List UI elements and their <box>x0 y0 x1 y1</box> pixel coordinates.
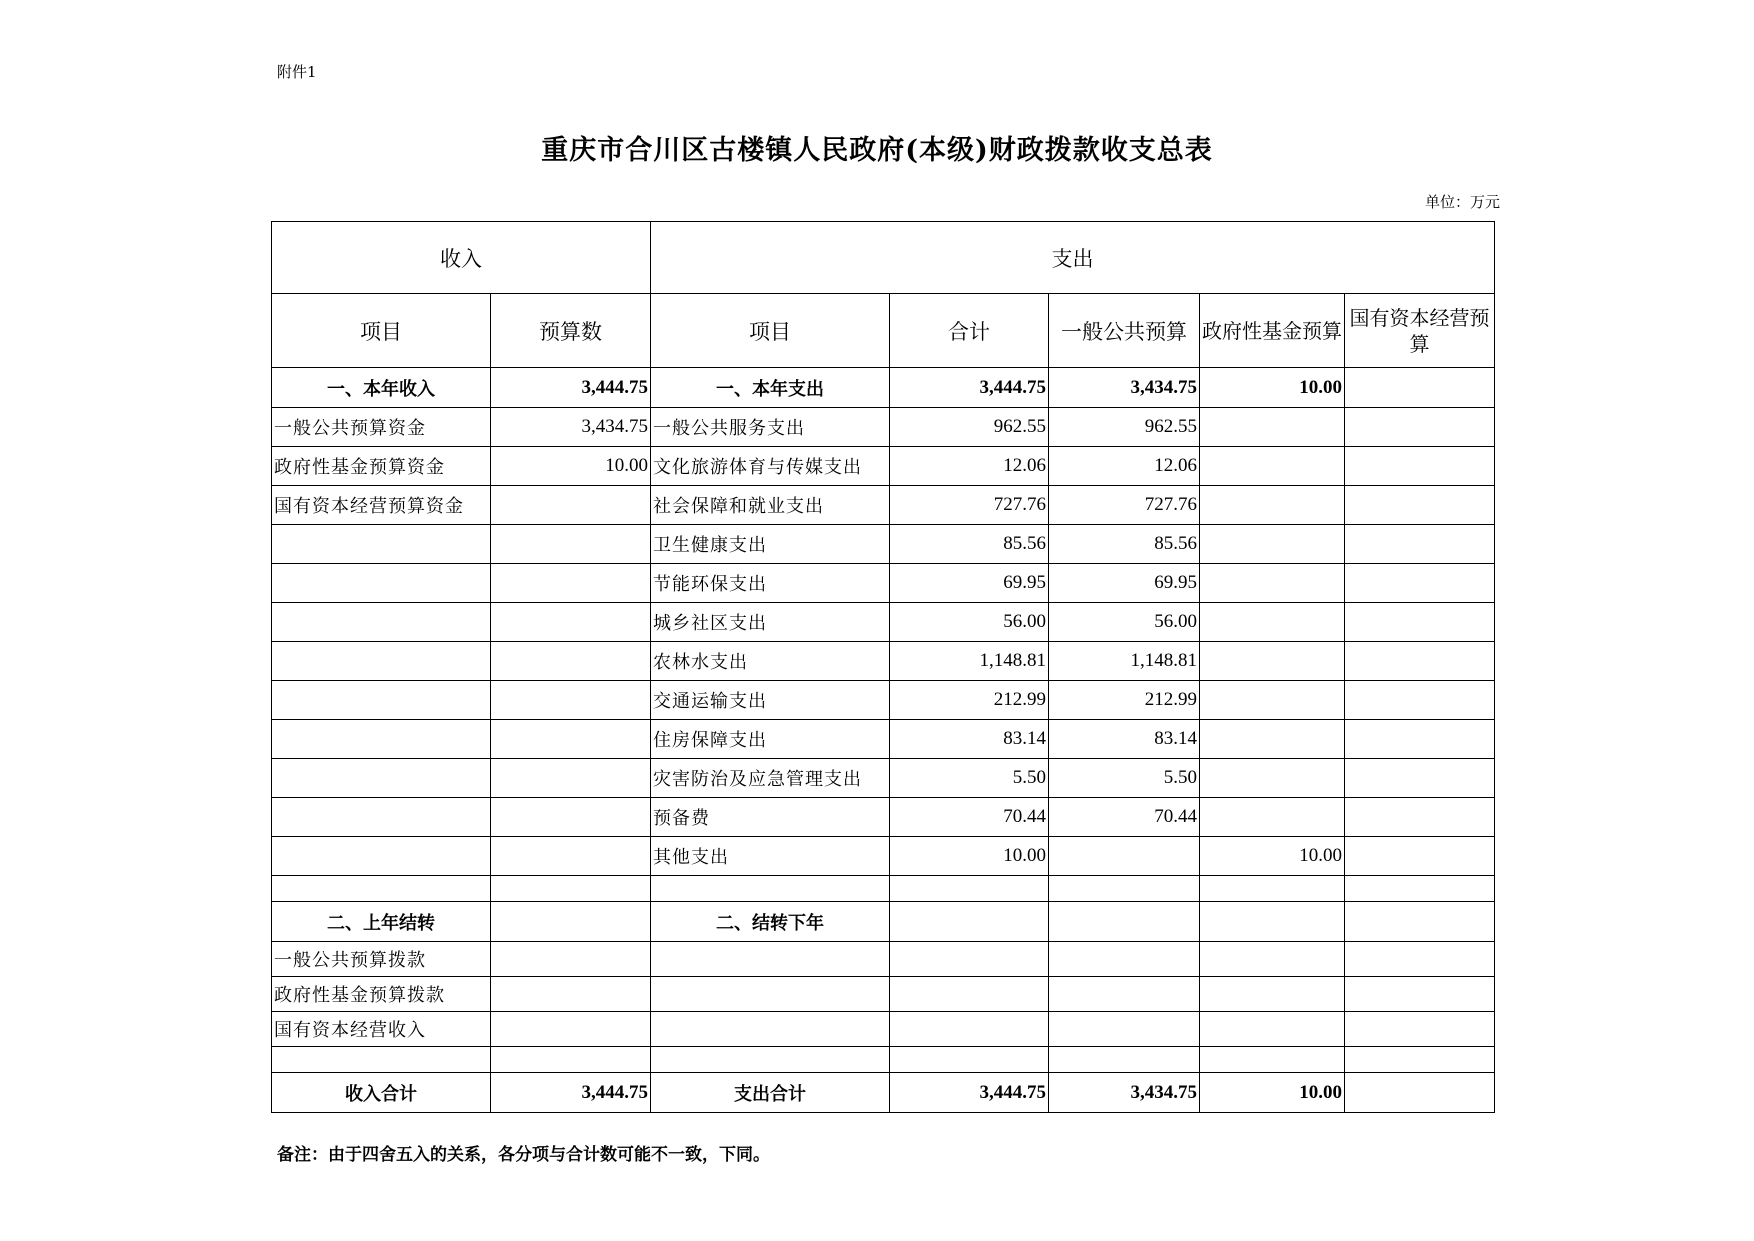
income-value-cell <box>491 603 651 642</box>
table-row <box>272 977 1495 1012</box>
income-item-cell <box>272 720 491 759</box>
income-item-cell <box>272 837 491 876</box>
col-budget-header: 预算数 <box>491 294 651 368</box>
income-value-cell <box>491 564 651 603</box>
income-item-cell <box>272 759 491 798</box>
expense-item-cell: 二、结转下年 <box>651 902 890 942</box>
income-item-cell: 政府性基金预算拨款 <box>272 977 491 1012</box>
table-row <box>272 720 1495 759</box>
table-row <box>272 681 1495 720</box>
general-budget-cell: 727.76 <box>1049 486 1200 525</box>
income-item-cell: 一、本年收入 <box>272 368 491 408</box>
gov-fund-cell <box>1200 486 1345 525</box>
income-value-cell <box>491 525 651 564</box>
gov-fund-cell <box>1200 759 1345 798</box>
state-capital-cell <box>1345 681 1495 720</box>
income-value-cell <box>491 1012 651 1047</box>
general-budget-cell <box>1049 1012 1200 1047</box>
page-title: 重庆市合川区古楼镇人民政府(本级)财政拨款收支总表 <box>541 135 1213 166</box>
state-capital-cell <box>1345 564 1495 603</box>
col-exp-item-header: 项目 <box>651 294 890 368</box>
income-value-cell: 3,434.75 <box>491 408 651 447</box>
table-row <box>272 837 1495 876</box>
expense-item-cell: 其他支出 <box>651 837 890 876</box>
expense-item-cell: 住房保障支出 <box>651 720 890 759</box>
col-total-header: 合计 <box>890 294 1049 368</box>
gov-fund-cell <box>1200 720 1345 759</box>
gov-fund-cell <box>1200 1047 1345 1073</box>
gov-fund-cell: 10.00 <box>1200 368 1345 408</box>
col-gov-fund-header: 政府性基金预算 <box>1200 294 1345 368</box>
expense-item-cell: 农林水支出 <box>651 642 890 681</box>
state-capital-cell <box>1345 977 1495 1012</box>
expense-total-cell: 3,444.75 <box>890 1073 1049 1113</box>
header-row-group <box>272 222 1495 294</box>
income-value-cell <box>491 486 651 525</box>
expense-total-cell: 962.55 <box>890 408 1049 447</box>
state-capital-cell <box>1345 1047 1495 1073</box>
expense-item-cell <box>651 876 890 902</box>
table-row <box>272 368 1495 408</box>
state-capital-cell <box>1345 720 1495 759</box>
income-value-cell <box>491 1047 651 1073</box>
income-item-cell <box>272 564 491 603</box>
gov-fund-cell <box>1200 681 1345 720</box>
table-row <box>272 1073 1495 1113</box>
table-row <box>272 1047 1495 1073</box>
income-value-cell <box>491 681 651 720</box>
income-header: 收入 <box>272 222 651 294</box>
expense-total-cell: 69.95 <box>890 564 1049 603</box>
table-row <box>272 525 1495 564</box>
expense-item-cell: 支出合计 <box>651 1073 890 1113</box>
expense-total-cell: 5.50 <box>890 759 1049 798</box>
expense-total-cell: 12.06 <box>890 447 1049 486</box>
gov-fund-cell <box>1200 902 1345 942</box>
expense-total-cell: 10.00 <box>890 837 1049 876</box>
general-budget-cell <box>1049 902 1200 942</box>
expense-total-cell: 56.00 <box>890 603 1049 642</box>
state-capital-cell <box>1345 1012 1495 1047</box>
general-budget-cell <box>1049 942 1200 977</box>
income-value-cell <box>491 720 651 759</box>
table-row <box>272 564 1495 603</box>
expense-item-cell: 一、本年支出 <box>651 368 890 408</box>
income-item-cell: 二、上年结转 <box>272 902 491 942</box>
general-budget-cell <box>1049 837 1200 876</box>
general-budget-cell: 5.50 <box>1049 759 1200 798</box>
general-budget-cell: 962.55 <box>1049 408 1200 447</box>
expense-total-cell: 727.76 <box>890 486 1049 525</box>
table-row <box>272 447 1495 486</box>
state-capital-cell <box>1345 603 1495 642</box>
general-budget-cell: 85.56 <box>1049 525 1200 564</box>
gov-fund-cell <box>1200 564 1345 603</box>
gov-fund-cell: 10.00 <box>1200 1073 1345 1113</box>
expense-total-cell <box>890 977 1049 1012</box>
expense-item-cell: 节能环保支出 <box>651 564 890 603</box>
attachment-label: 附件1 <box>277 63 317 81</box>
income-item-cell: 政府性基金预算资金 <box>272 447 491 486</box>
table-row <box>272 876 1495 902</box>
state-capital-cell <box>1345 942 1495 977</box>
table-row <box>272 942 1495 977</box>
gov-fund-cell <box>1200 876 1345 902</box>
expense-total-cell: 212.99 <box>890 681 1049 720</box>
expense-total-cell: 1,148.81 <box>890 642 1049 681</box>
unit-label: 单位：万元 <box>1424 193 1500 211</box>
income-item-cell <box>272 876 491 902</box>
table-row <box>272 408 1495 447</box>
gov-fund-cell <box>1200 942 1345 977</box>
income-value-cell <box>491 902 651 942</box>
expense-total-cell <box>890 902 1049 942</box>
income-item-cell: 国有资本经营收入 <box>272 1012 491 1047</box>
expense-item-cell: 灾害防治及应急管理支出 <box>651 759 890 798</box>
general-budget-cell: 12.06 <box>1049 447 1200 486</box>
expense-total-cell <box>890 1047 1049 1073</box>
table-row <box>272 759 1495 798</box>
expense-item-cell <box>651 1047 890 1073</box>
general-budget-cell <box>1049 977 1200 1012</box>
income-value-cell <box>491 759 651 798</box>
expense-total-cell <box>890 942 1049 977</box>
expense-item-cell: 交通运输支出 <box>651 681 890 720</box>
state-capital-cell <box>1345 759 1495 798</box>
income-value-cell <box>491 837 651 876</box>
income-item-cell <box>272 1047 491 1073</box>
general-budget-cell: 69.95 <box>1049 564 1200 603</box>
table-row <box>272 798 1495 837</box>
gov-fund-cell <box>1200 798 1345 837</box>
expense-item-cell: 卫生健康支出 <box>651 525 890 564</box>
expense-total-cell <box>890 1012 1049 1047</box>
general-budget-cell: 3,434.75 <box>1049 1073 1200 1113</box>
table-row <box>272 1012 1495 1047</box>
gov-fund-cell <box>1200 977 1345 1012</box>
table-row <box>272 902 1495 942</box>
gov-fund-cell <box>1200 525 1345 564</box>
general-budget-cell: 1,148.81 <box>1049 642 1200 681</box>
income-value-cell <box>491 942 651 977</box>
footnote: 备注：由于四舍五入的关系，各分项与合计数可能不一致，下同。 <box>277 1145 770 1165</box>
income-item-cell: 国有资本经营预算资金 <box>272 486 491 525</box>
general-budget-cell <box>1049 1047 1200 1073</box>
gov-fund-cell <box>1200 1012 1345 1047</box>
gov-fund-cell <box>1200 408 1345 447</box>
income-value-cell: 10.00 <box>491 447 651 486</box>
state-capital-cell <box>1345 447 1495 486</box>
expense-total-cell: 3,444.75 <box>890 368 1049 408</box>
income-item-cell <box>272 525 491 564</box>
expense-item-cell: 城乡社区支出 <box>651 603 890 642</box>
income-value-cell <box>491 977 651 1012</box>
income-value-cell: 3,444.75 <box>491 1073 651 1113</box>
income-value-cell: 3,444.75 <box>491 368 651 408</box>
header-row-columns <box>272 294 1495 368</box>
state-capital-cell <box>1345 368 1495 408</box>
expenditure-header: 支出 <box>651 222 1495 294</box>
gov-fund-cell: 10.00 <box>1200 837 1345 876</box>
expense-item-cell: 社会保障和就业支出 <box>651 486 890 525</box>
income-value-cell <box>491 876 651 902</box>
general-budget-cell: 56.00 <box>1049 603 1200 642</box>
income-item-cell: 一般公共预算拨款 <box>272 942 491 977</box>
general-budget-cell: 83.14 <box>1049 720 1200 759</box>
expense-item-cell <box>651 1012 890 1047</box>
gov-fund-cell <box>1200 603 1345 642</box>
table-row <box>272 603 1495 642</box>
expense-item-cell: 一般公共服务支出 <box>651 408 890 447</box>
state-capital-cell <box>1345 837 1495 876</box>
state-capital-cell <box>1345 1073 1495 1113</box>
state-capital-cell <box>1345 876 1495 902</box>
income-item-cell <box>272 642 491 681</box>
income-item-cell <box>272 681 491 720</box>
table-row <box>272 642 1495 681</box>
general-budget-cell: 70.44 <box>1049 798 1200 837</box>
state-capital-cell <box>1345 486 1495 525</box>
expense-total-cell: 83.14 <box>890 720 1049 759</box>
income-value-cell <box>491 798 651 837</box>
gov-fund-cell <box>1200 642 1345 681</box>
expense-item-cell <box>651 977 890 1012</box>
income-item-cell <box>272 603 491 642</box>
expense-item-cell <box>651 942 890 977</box>
expense-item-cell: 文化旅游体育与传媒支出 <box>651 447 890 486</box>
general-budget-cell: 3,434.75 <box>1049 368 1200 408</box>
expense-item-cell: 预备费 <box>651 798 890 837</box>
income-value-cell <box>491 642 651 681</box>
finance-table <box>271 221 1495 1113</box>
general-budget-cell: 212.99 <box>1049 681 1200 720</box>
state-capital-cell <box>1345 798 1495 837</box>
gov-fund-cell <box>1200 447 1345 486</box>
col-general-header: 一般公共预算 <box>1049 294 1200 368</box>
col-state-capital-header: 国有资本经营预算 <box>1345 294 1495 368</box>
income-item-cell: 一般公共预算资金 <box>272 408 491 447</box>
state-capital-cell <box>1345 642 1495 681</box>
expense-total-cell: 70.44 <box>890 798 1049 837</box>
expense-total-cell <box>890 876 1049 902</box>
col-item-header: 项目 <box>272 294 491 368</box>
general-budget-cell <box>1049 876 1200 902</box>
income-item-cell <box>272 798 491 837</box>
income-item-cell: 收入合计 <box>272 1073 491 1113</box>
state-capital-cell <box>1345 902 1495 942</box>
table-row <box>272 486 1495 525</box>
state-capital-cell <box>1345 408 1495 447</box>
state-capital-cell <box>1345 525 1495 564</box>
expense-total-cell: 85.56 <box>890 525 1049 564</box>
